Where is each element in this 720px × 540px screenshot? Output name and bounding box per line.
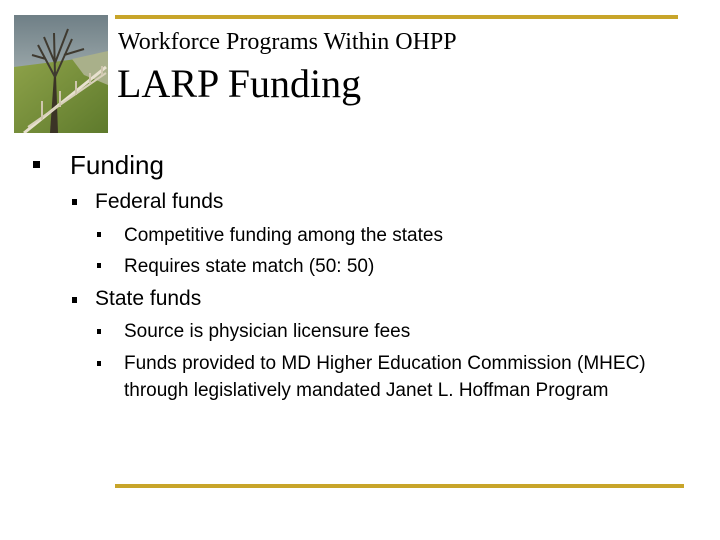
slide-title: LARP Funding xyxy=(117,61,362,106)
outline-heading: Funding xyxy=(70,150,164,180)
list-item: Source is physician licensure fees xyxy=(124,321,411,342)
list-item: Competitive funding among the states xyxy=(124,225,443,246)
section-label-federal: Federal funds xyxy=(95,190,224,213)
list-item: Funds provided to MD Higher Education Commission (MHEC) through legislatively mandated Janet L. Hoffman Program xyxy=(124,353,646,401)
list-item: Requires state match (50: 50) xyxy=(124,256,375,277)
bullet-icon xyxy=(72,297,77,303)
footer-divider-bottom xyxy=(115,484,684,488)
bullet-icon xyxy=(97,263,101,268)
header-divider-top xyxy=(115,15,678,19)
section-label-state: State funds xyxy=(95,287,202,310)
bullet-icon xyxy=(97,232,101,237)
bullet-icon xyxy=(33,161,40,168)
bullet-icon xyxy=(97,329,101,334)
slide-subtitle: Workforce Programs Within OHPP xyxy=(118,29,457,55)
bullet-icon xyxy=(97,361,101,366)
landscape-photo-icon xyxy=(14,15,108,133)
bullet-icon xyxy=(72,199,77,205)
